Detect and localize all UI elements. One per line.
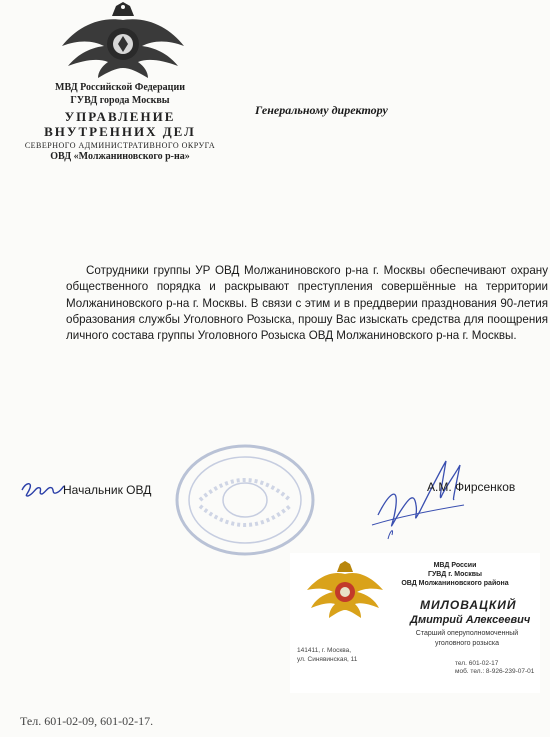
- double-headed-eagle-emblem-icon: [58, 2, 188, 84]
- letterhead-vnutrennih-del: ВНУТРЕННИХ ДЕЛ: [44, 124, 196, 139]
- signatory-name: А.М. Фирсенков: [427, 480, 516, 494]
- card-org-line1: МВД России: [433, 562, 477, 569]
- addressee: Генеральному директору: [255, 103, 388, 117]
- letterhead-ovd: ОВД «Молжаниновского р-на»: [50, 151, 190, 162]
- card-org-line2: ГУВД г. Москвы: [427, 571, 482, 578]
- gold-eagle-emblem-icon: [305, 560, 385, 622]
- round-seal-stamp-icon: [170, 440, 320, 560]
- letterhead-upravlenie: УПРАВЛЕНИЕ: [64, 109, 176, 124]
- card-position-line2: уголовного розыска: [435, 640, 499, 647]
- letterhead-guvd: ГУВД города Москвы: [70, 95, 170, 106]
- signature-icon: [368, 455, 468, 545]
- card-position-line1: Старший оперуполномоченный: [415, 630, 519, 637]
- card-surname: МИЛОВАЦКИЙ: [420, 598, 517, 612]
- letterhead-ministry: МВД Российской Федерации: [55, 82, 185, 93]
- card-first-name: Дмитрий Алексеевич: [410, 614, 531, 626]
- card-mobile: моб. тел.: 8-926-239-07-01: [455, 668, 535, 675]
- letter-body: Сотрудники группы УР ОВД Молжаниновского р-на г. Москвы обеспечивают охрану общественного порядка и раскрывают преступления совершённые на территории Молжаниновского р-на г. Москвы. В связи с этим и в преддверии празднования 90-летия образования службы Уголовного Розыска, прошу Вас изыскать средства для поощрения личного состава группы Уголовного Розыска ОВД Молжаниновского р-на г. Москвы.: [66, 264, 548, 343]
- card-address-line2: ул. Синявинская, 11: [297, 656, 358, 663]
- signatory-title: Начальник ОВД: [63, 483, 152, 497]
- card-phone: тел. 601-02-17: [455, 660, 499, 667]
- letterhead-okrug: СЕВЕРНОГО АДМИНИСТРАТИВНОГО ОКРУГА: [24, 141, 216, 150]
- handwritten-initials-icon: [20, 478, 65, 500]
- card-org-line3: ОВД Молжаниновского района: [401, 580, 509, 587]
- card-address-line1: 141411, г. Москва,: [297, 647, 352, 654]
- footer-phones: Тел. 601-02-09, 601-02-17.: [20, 714, 154, 728]
